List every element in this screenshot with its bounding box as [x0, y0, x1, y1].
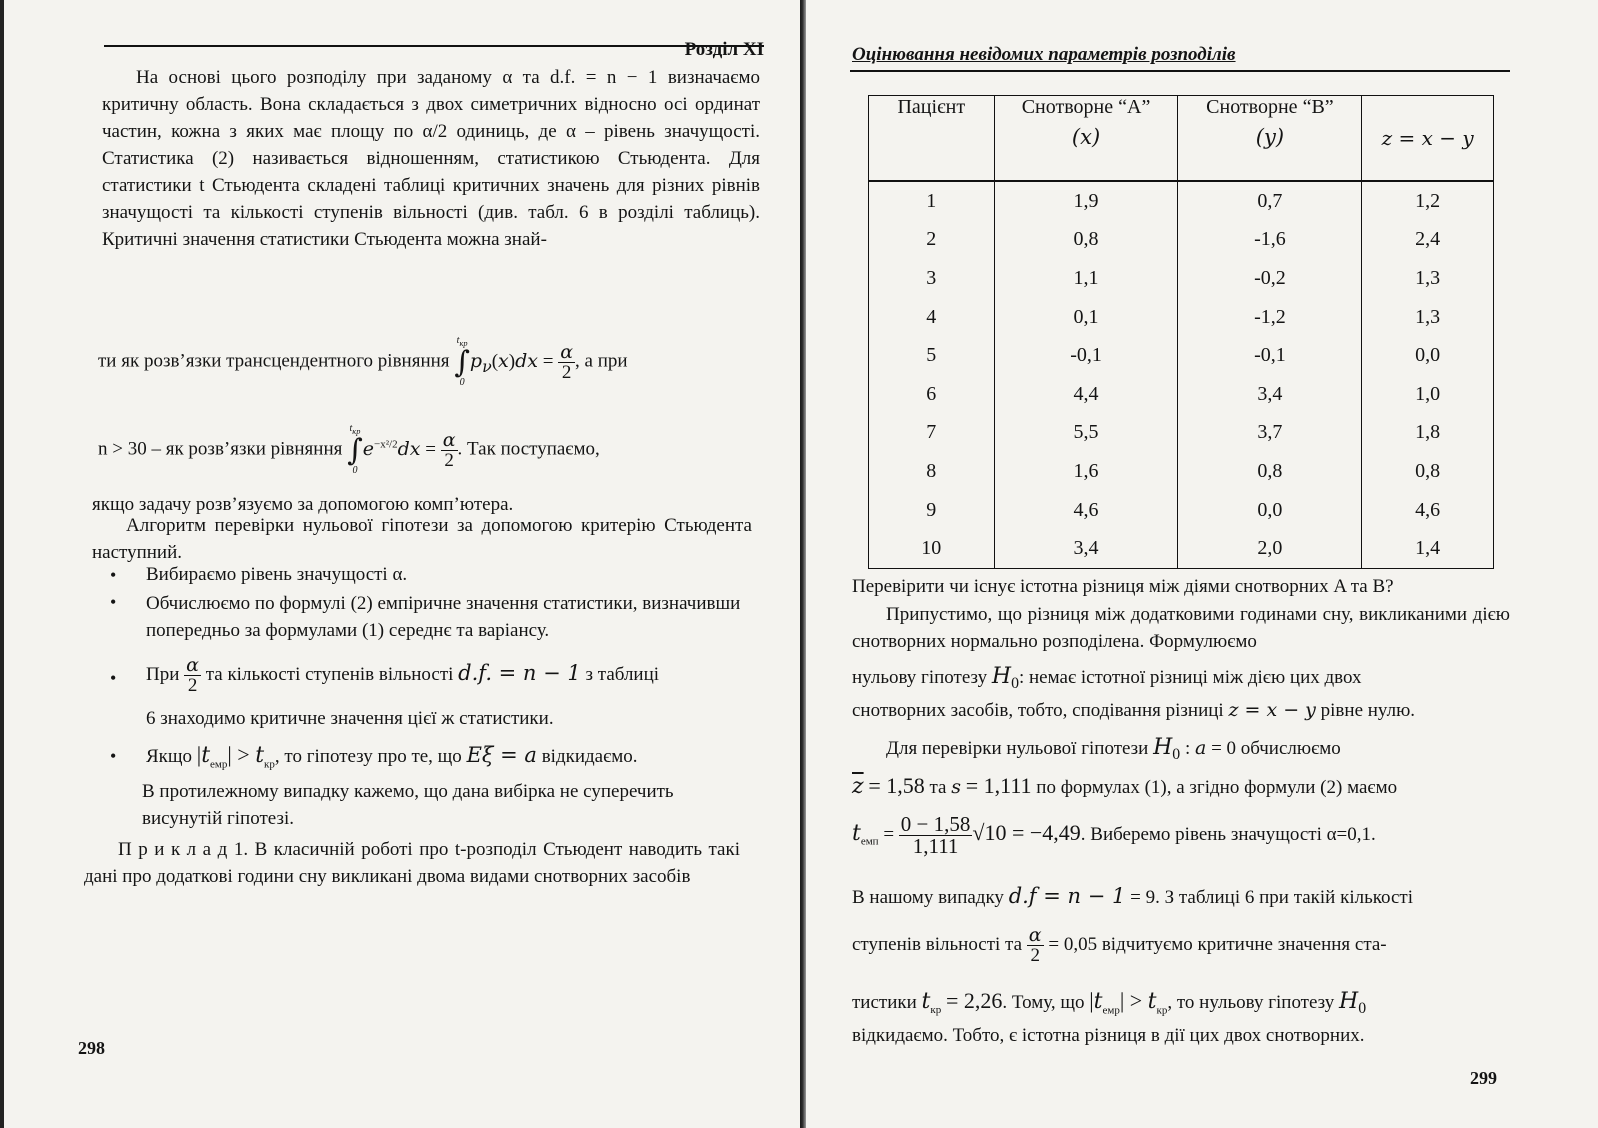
bullet4-c: відкидаємо. [541, 746, 638, 767]
table-cell: 0,1 [994, 298, 1178, 337]
table-cell: 7 [869, 414, 995, 453]
t-empirical-line: $t_{емп}$ = $\frac{0 - 1,58}{1,111}$ √10 = −4,49. Виберемо рівень значущості α=0,1. [852, 812, 1376, 858]
bullet-dot: • [110, 746, 117, 766]
table-cell: 0,8 [994, 221, 1178, 260]
eq1-suffix: , а при [575, 350, 628, 372]
col-header-drug-b: Снотворне “В” (y) [1178, 96, 1362, 182]
page-number-left: 298 [78, 1038, 105, 1058]
conclusion: відкидаємо. Тобто, є істотна різниця в дії цих двох снотворних. [852, 1025, 1365, 1046]
eq2-prefix: n > 30 – як розв’язки рівняння [98, 438, 343, 460]
table-cell: 0,7 [1178, 181, 1362, 221]
bullet4-b: , то гіпотезу про те, що [274, 746, 462, 767]
bullet3-b: та кількості ступенів вільності [205, 663, 454, 685]
bullet3-c: з таблиці [585, 663, 660, 685]
table-row [869, 298, 1494, 337]
bullet-dot: • [110, 592, 117, 612]
table-cell: 4 [869, 298, 995, 337]
table-cell: 4,6 [994, 491, 1178, 530]
table-cell: 1,9 [994, 181, 1178, 221]
table-row [869, 529, 1494, 568]
alpha-line: ступенів вільності та $\frac{\alpha}{2}$ = 0,05 відчитуємо критичне значення ста- [852, 924, 1387, 966]
table-cell: 2,4 [1362, 221, 1494, 260]
equation-line-2 [98, 424, 600, 476]
table-cell: -1,6 [1178, 221, 1362, 260]
table-cell: 2,0 [1178, 529, 1362, 568]
table-cell: 2 [869, 221, 995, 260]
table-cell: 1,2 [1362, 181, 1494, 221]
table-row [869, 221, 1494, 260]
right-page [806, 0, 1598, 1128]
alpha-half-fraction: $\frac{\alpha}{2}$ [186, 654, 199, 696]
header-rule [850, 70, 1510, 72]
eq1-prefix: ти як розв’язки трансцендентного рівняння [98, 350, 450, 372]
col-header-patient: Пацієнт [869, 96, 995, 182]
table-cell: 6 [869, 375, 995, 414]
table-cell: 0,8 [1178, 452, 1362, 491]
table-row [869, 181, 1494, 221]
table-cell: 3,4 [1178, 375, 1362, 414]
integral-equation-2: $t_{кр}$ ∫ 0 $e^{-x^2/2}dx$ = $\frac{\alpha}{2}$ [347, 423, 456, 477]
table-cell: 1,4 [1362, 529, 1494, 568]
table-cell: -0,1 [994, 336, 1178, 375]
example-1: П р и к л а д 1. В класичній роботі про t-розподіл Стьюдент наводить такі дані про додаткові години сну викликані двома видами снотворних засобів [84, 839, 740, 887]
header-rule [104, 45, 764, 47]
bullet-4-continued: В протилежному випадку кажемо, що дана вибірка не суперечить висунутій гіпотезі. [142, 781, 674, 829]
bullet-1: Вибираємо рівень значущості α. [146, 564, 408, 585]
bullet-dot: • [110, 565, 117, 585]
table-cell: 3,4 [994, 529, 1178, 568]
bullet-4: Якщо $|t_{емр}| > t_{кр}$, то гіпотезу про те, що Eξ = a відкидаємо. [146, 742, 638, 771]
h0-line-2: снотворних засобів, тобто, сподівання різниці z = x − y рівне нулю. [852, 699, 1416, 721]
table-cell: 1,8 [1362, 414, 1494, 453]
running-header: Розділ XI [684, 39, 764, 60]
table-cell: -0,2 [1178, 259, 1362, 298]
df-line: В нашому випадку d.f = n − 1 = 9. З таблиці 6 при такій кількості [852, 884, 1413, 908]
table-cell: 10 [869, 529, 995, 568]
bullet4-a: Якщо [146, 746, 193, 767]
table-cell: 1,0 [1362, 375, 1494, 414]
table-cell: 1,3 [1362, 298, 1494, 337]
t-critical-line: тистики $t_{кр} = 2,26$. Тому, що $|t_{емр}| > t_{кр}$, то нульову гіпотезу $H_0$ [852, 988, 1367, 1017]
integral-equation-1: $t_{кр}$ ∫ 0 $p_\nu(x)dx$ = $\frac{\alpha}{2}$ [454, 335, 574, 389]
table-row [869, 336, 1494, 375]
table-row [869, 491, 1494, 530]
paragraph-assumption: Припустимо, що різниця між додатковими годинами сну, викликаними дією снотворних нормально розподілена. Формулюємо [852, 604, 1510, 652]
table-cell: 5 [869, 336, 995, 375]
table-cell: 5,5 [994, 414, 1178, 453]
table-cell: -1,2 [1178, 298, 1362, 337]
computer-line: якщо задачу розв’язуємо за допомогою комп’ютера. [92, 494, 514, 515]
mean-sd-line: $\overline{z} = 1,58$ та s = 1,111 по формулах (1), а згідно формули (2) маємо [852, 773, 1398, 799]
table-cell: -0,1 [1178, 336, 1362, 375]
h0-line: нульову гіпотезу $H_0$: немає істотної різниці між дією цих двох [852, 664, 1362, 692]
running-header: Оцінювання невідомих параметрів розподілів [852, 44, 1236, 65]
bullet-2: Обчислюємо по формулі (2) емпіричне значення статистики, визначивши попередньо за формулами (1) середнє та варіансу. [146, 593, 741, 641]
equation-line-1 [98, 336, 628, 388]
table-row [869, 452, 1494, 491]
col-header-difference: z = x − y [1362, 96, 1494, 182]
eq2-suffix: . Так поступаємо, [457, 438, 600, 460]
table-cell: 4,4 [994, 375, 1178, 414]
page-number-right: 299 [1470, 1068, 1497, 1088]
table-row [869, 259, 1494, 298]
table-cell: 0,0 [1362, 336, 1494, 375]
table-cell: 1,6 [994, 452, 1178, 491]
bullet-3: При $\frac{\alpha}{2}$ та кількості ступенів вільності d.f. = n − 1 з таблиці [146, 654, 660, 696]
table-cell: 4,6 [1362, 491, 1494, 530]
table-cell: 8 [869, 452, 995, 491]
table-cell: 0,8 [1362, 452, 1494, 491]
table-row [869, 375, 1494, 414]
paragraph-critical-region: На основі цього розподілу при заданому α та d.f. = n − 1 визначаємо критичну область. Вона складається з двох симетричних відносно осі ординат частин, кожна з яких має площу по α/2 одиниць, де α – рівень значущості. Статистика (2) називається відношенням, статистикою Стьюдента. Для статистики t Стьюдента складені таблиці критичних значень для різних рівнів значущості та кількості ступенів вільності (див. табл. 6 в розділі таблиць). Критичні значення статистики Стьюдента можна знай- [102, 67, 760, 250]
bullet-dot: • [110, 668, 117, 688]
bullet3-a: При [146, 663, 180, 685]
question: Перевірити чи існує істотна різниця між діями снотворних A та B? [852, 576, 1394, 597]
table-row [869, 414, 1494, 453]
table-header-row [869, 96, 1494, 182]
table-cell: 9 [869, 491, 995, 530]
table-cell: 1,1 [994, 259, 1178, 298]
col-header-drug-a: Снотворне “А” (x) [994, 96, 1178, 182]
table-cell: 1 [869, 181, 995, 221]
sleep-data-table [868, 95, 1494, 569]
table-cell: 3,7 [1178, 414, 1362, 453]
check-line: Для перевірки нульової гіпотези $H_0$ : a = 0 обчислюємо [886, 735, 1341, 763]
table-cell: 3 [869, 259, 995, 298]
bullet-3-continued: 6 знаходимо критичне значення цієї ж статистики. [146, 708, 554, 729]
table-cell: 0,0 [1178, 491, 1362, 530]
algorithm-intro: Алгоритм перевірки нульової гіпотези за допомогою критерію Стьюдента наступний. [92, 515, 752, 563]
table-cell: 1,3 [1362, 259, 1494, 298]
